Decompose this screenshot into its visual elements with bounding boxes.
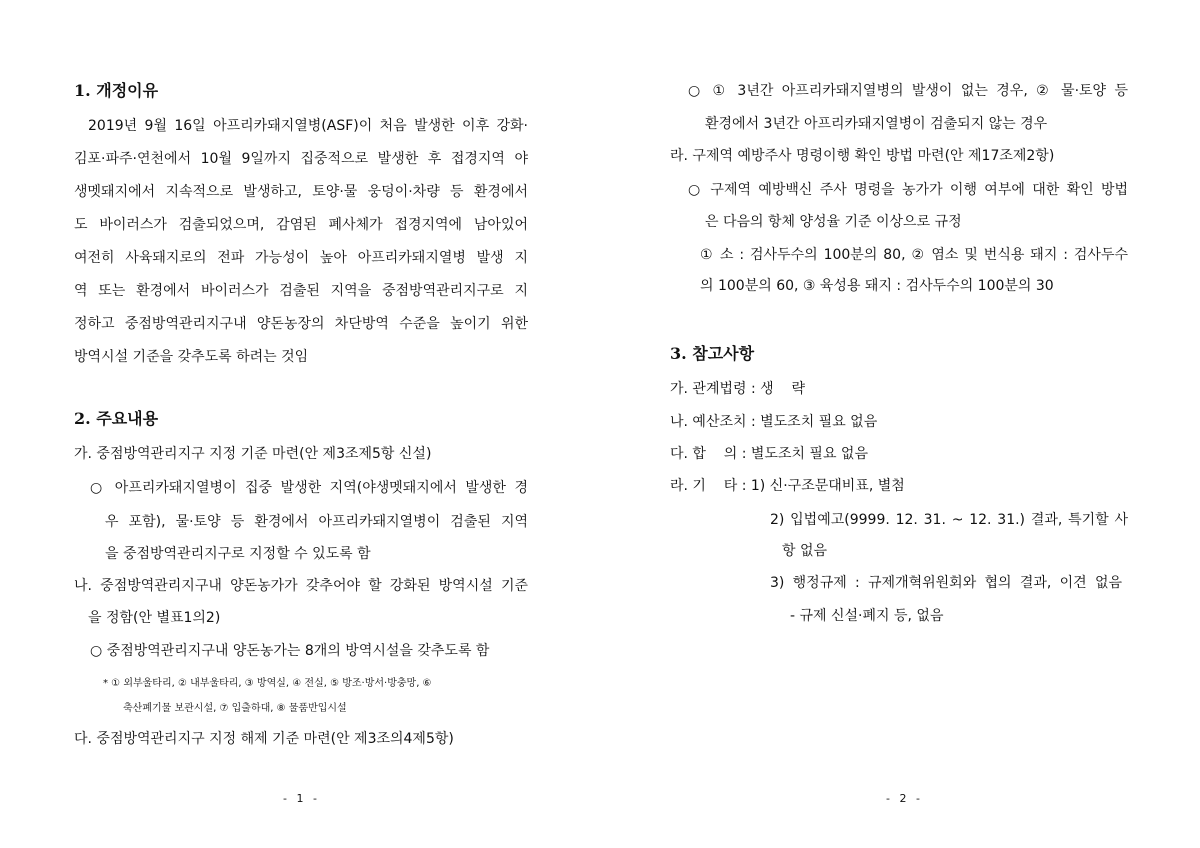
reason-line: 여전히 사육돼지로의 전파 가능성이 높아 아프리카돼지열병 발생 지: [74, 250, 528, 266]
item-da-sub-line: 환경에서 3년간 아프리카돼지열병이 검출되지 않는 경우: [705, 116, 1048, 132]
page-number: - 1 -: [283, 792, 320, 805]
item-ga-sub-line: 우 포함), 물·토양 등 환경에서 아프리카돼지열병이 검출된 지역: [105, 514, 528, 530]
reason-line: 생멧돼지에서 지속적으로 발생하고, 토양·물 웅덩이·차량 등 환경에서: [74, 184, 528, 200]
item-da: 다. 중점방역관리지구 지정 해제 기준 마련(안 제3조의4제5항): [74, 731, 454, 747]
section-title-main-content: 2. 주요내용: [74, 409, 159, 428]
reason-line: 역 또는 환경에서 바이러스가 검출된 지역을 중점방역관리지구로 지: [74, 283, 528, 299]
section-title-references: 3. 참고사항: [670, 344, 755, 363]
item-ra: 라. 구제역 예방주사 명령이행 확인 방법 마련(안 제17조제2항): [670, 148, 1055, 164]
item-ga-sub-line: 을 중점방역관리지구로 지정할 수 있도록 함: [105, 546, 371, 562]
page-2: [600, 0, 1200, 848]
reason-line: 방역시설 기준을 갖추도록 하려는 것임: [74, 349, 309, 365]
item-ra-sub-line: ○ 구제역 예방백신 주사 명령을 농가가 이행 여부에 대한 확인 방법: [688, 182, 1128, 198]
item-na-note-line: 축산폐기물 보관시설, ⑦ 입출하대, ⑧ 물품반입시설: [123, 703, 347, 714]
reason-line: 정하고 중점방역관리지구내 양돈농장의 차단방역 수준을 높이기 위한: [74, 316, 528, 332]
item-ra-detail-line: ① 소 : 검사두수의 100분의 80, ② 염소 및 번식용 돼지 : 검사두수: [700, 247, 1128, 263]
ref-other-line: 항 없음: [782, 543, 828, 559]
item-na-line: 을 정함(안 별표1의2): [88, 610, 221, 626]
reason-line: 도 바이러스가 검출되었으며, 감염된 폐사체가 접경지역에 남아있어: [74, 217, 528, 233]
section-title-reason: 1. 개정이유: [74, 81, 159, 100]
item-na-sub: ○ 중점방역관리지구내 양돈농가는 8개의 방역시설을 갖추도록 함: [90, 643, 490, 659]
item-da-sub-line: ○ ① 3년간 아프리카돼지열병의 발생이 없는 경우, ② 물·토양 등: [688, 83, 1128, 99]
ref-other-line: - 규제 신설·폐지 등, 없음: [790, 608, 944, 624]
item-ga: 가. 중점방역관리지구 지정 기준 마련(안 제3조제5항 신설): [74, 446, 432, 462]
ref-other: 라. 기 타 : 1) 신·구조문대비표, 별첨: [670, 478, 905, 494]
reason-line: 김포·파주·연천에서 10월 9일까지 집중적으로 발생한 후 접경지역 야: [74, 151, 528, 167]
ref-other-line: 3) 행정규제 : 규제개혁위원회와 협의 결과, 이견 없음: [770, 575, 1122, 591]
ref-budget: 나. 예산조치 : 별도조치 필요 없음: [670, 414, 878, 430]
item-ra-sub-line: 은 다음의 항체 양성율 기준 이상으로 규정: [705, 214, 962, 230]
ref-agreement: 다. 합 의 : 별도조치 필요 없음: [670, 446, 868, 462]
item-na-note-line: * ① 외부울타리, ② 내부울타리, ③ 방역실, ④ 전실, ⑤ 방조·방서·방충망, ⑥: [103, 678, 432, 689]
ref-related-laws: 가. 관계법령 : 생 략: [670, 381, 805, 397]
item-ra-detail-line: 의 100분의 60, ③ 육성용 돼지 : 검사두수의 100분의 30: [700, 278, 1054, 294]
reason-line: 2019년 9월 16일 아프리카돼지열병(ASF)이 처음 발생한 이후 강화·: [88, 118, 528, 134]
item-ga-sub-line: ○ 아프리카돼지열병이 집중 발생한 지역(야생멧돼지에서 발생한 경: [90, 480, 528, 496]
page-number: - 2 -: [886, 792, 923, 805]
item-na-line: 나. 중점방역관리지구내 양돈농가가 갖추어야 할 강화된 방역시설 기준: [74, 578, 528, 594]
ref-other-line: 2) 입법예고(9999. 12. 31. ~ 12. 31.) 결과, 특기할 사: [770, 512, 1128, 528]
